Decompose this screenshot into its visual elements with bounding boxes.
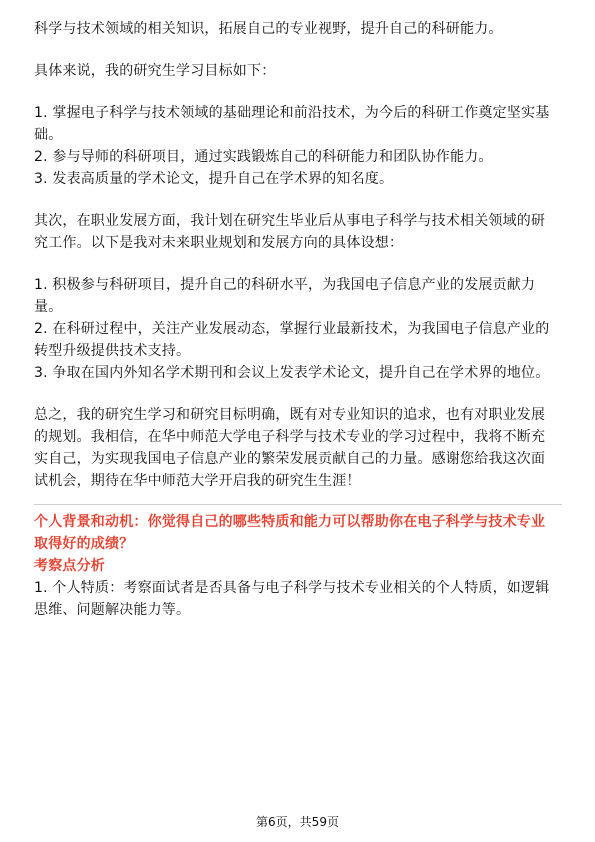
text-line: 总之，我的研究生学习和研究目标明确，既有对专业知识的追求，也有对职业发展 [34,407,546,423]
paragraph-study-goals-intro [34,60,562,82]
text-line: 2. 参与导师的科研项目，通过实践锻炼自己的科研能力和团队协作能力。 [34,149,493,165]
interview-question [34,511,562,555]
paragraph-conclusion [34,404,562,492]
text-line: 的规划。我相信，在华中师范大学电子科学与技术专业的学习过程中，我将不断充 [34,429,546,445]
text-line: 础。 [34,127,63,143]
text-line: 思维、问题解决能力等。 [34,602,191,618]
page-number: 第6页，共59页 [256,815,339,829]
text-line: 1. 掌握电子科学与技术领域的基础理论和前沿技术，为今后的科研工作奠定坚实基 [34,105,550,121]
list-item [34,146,562,168]
text-line: 1. 积极参与科研项目，提升自己的科研水平，为我国电子信息产业的发展贡献力 [34,277,536,293]
text-line: 实自己，为实现我国电子信息产业的繁荣发展贡献自己的力量。感谢您给我这次面 [34,451,546,467]
study-goals-list [34,102,562,190]
text-line: 2. 在科研过程中，关注产业发展动态，掌握行业最新技术，为我国电子信息产业的 [34,321,550,337]
list-item [34,318,562,362]
text-line: 3. 争取在国内外知名学术期刊和会议上发表学术论文，提升自己在学术界的地位。 [34,365,550,381]
analysis-heading: 考察点分析 [34,558,105,574]
text-line: 究工作。以下是我对未来职业规划和发展方向的具体设想： [34,235,404,251]
text-line: 个人背景和动机：你觉得自己的哪些特质和能力可以帮助你在电子科学与技术专业 [34,514,546,530]
text-line: 量。 [34,299,63,315]
list-item [34,168,562,190]
text-line: 其次，在职业发展方面，我计划在研究生毕业后从事电子科学与技术相关领域的研 [34,213,546,229]
list-item [34,274,562,318]
career-goals-list [34,274,562,384]
section-divider [34,504,562,505]
text-line: 具体来说，我的研究生学习目标如下： [34,63,276,79]
list-item [34,102,562,146]
paragraph-career-intro [34,210,562,254]
text-line: 取得好的成绩？ [34,536,134,552]
text-line: 试机会，期待在华中师范大学开启我的研究生生涯！ [34,473,361,489]
list-item [34,362,562,384]
text-line: 转型升级提供技术支持。 [34,343,191,359]
analysis-item [34,577,562,621]
text-line: 1. 个人特质：考察面试者是否具备与电子科学与技术专业相关的个人特质，如逻辑 [34,580,550,596]
text-line: 3. 发表高质量的学术论文，提升自己在学术界的知名度。 [34,171,394,187]
document-body [34,18,562,621]
text-line: 科学与技术领域的相关知识，拓展自己的专业视野，提升自己的科研能力。 [34,21,503,37]
paragraph-intro-continuation [34,18,562,40]
